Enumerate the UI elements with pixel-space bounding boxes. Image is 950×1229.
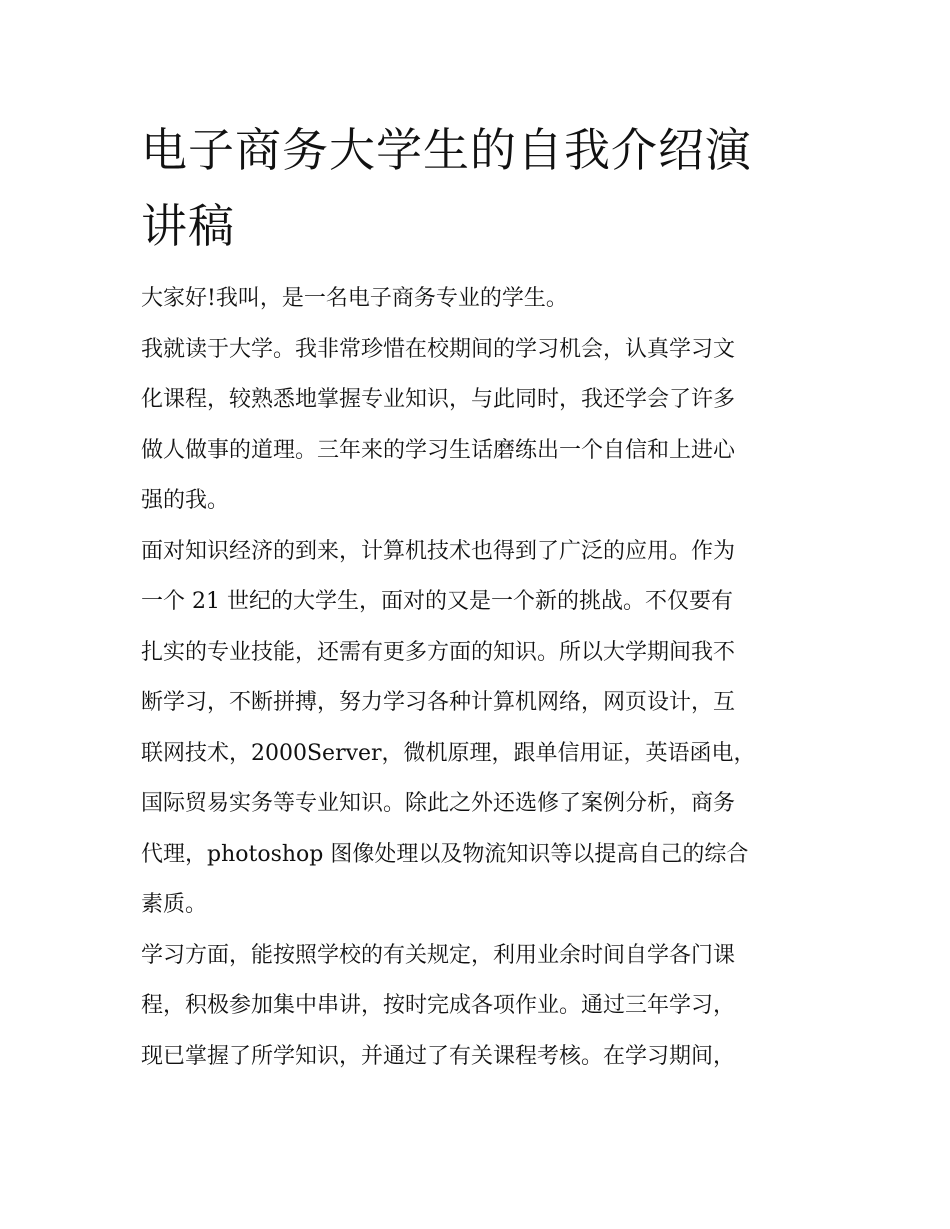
body-line: 面对知识经济的到来，计算机技术也得到了广泛的应用。作为 [141,538,736,564]
document-page [141,112,813,1082]
body-line: 国际贸易实务等专业知识。除此之外还选修了案例分析，商务 [141,791,736,816]
body-line: 一个 21 世纪的大学生，面对的又是一个新的挑战。不仅要有 [141,589,733,614]
body-line: 现已掌握了所学知识，并通过了有关课程考核。在学习期间， [141,1043,736,1069]
body-line: 扎实的专业技能，还需有更多方面的知识。所以大学期间我不 [141,639,736,665]
body-line: 做人做事的道理。三年来的学习生话磨练出一个自信和上进心 [141,437,736,463]
body-line: 联网技术，2000Server，微机原理，跟单信用证，英语函电， [141,740,756,766]
body-line: 学习方面，能按照学校的有关规定，利用业余时间自学各门课 [141,942,736,968]
document-title [141,112,813,264]
body-line: 大家好!我叫，是一名电子商务专业的学生。 [141,286,568,311]
body-line: 断学习，不断拼搏，努力学习各种计算机网络，网页设计，互 [141,690,736,715]
body-line: 强的我。 [141,488,230,513]
body-line: 代理，photoshop 图像处理以及物流知识等以提高自己的综合 [141,841,749,867]
body-line: 程，积极参加集中串讲，按时完成各项作业。通过三年学习， [141,993,736,1018]
body-line: 化课程，较熟悉地掌握专业知识，与此同时，我还学会了许多 [141,387,736,412]
document-body [141,274,813,1082]
title-line: 讲稿 [141,199,235,253]
body-line: 素质。 [141,892,208,917]
title-line: 电子商务大学生的自我介绍演 [141,123,752,177]
body-line: 我就读于大学。我非常珍惜在校期间的学习机会，认真学习文 [141,336,736,362]
